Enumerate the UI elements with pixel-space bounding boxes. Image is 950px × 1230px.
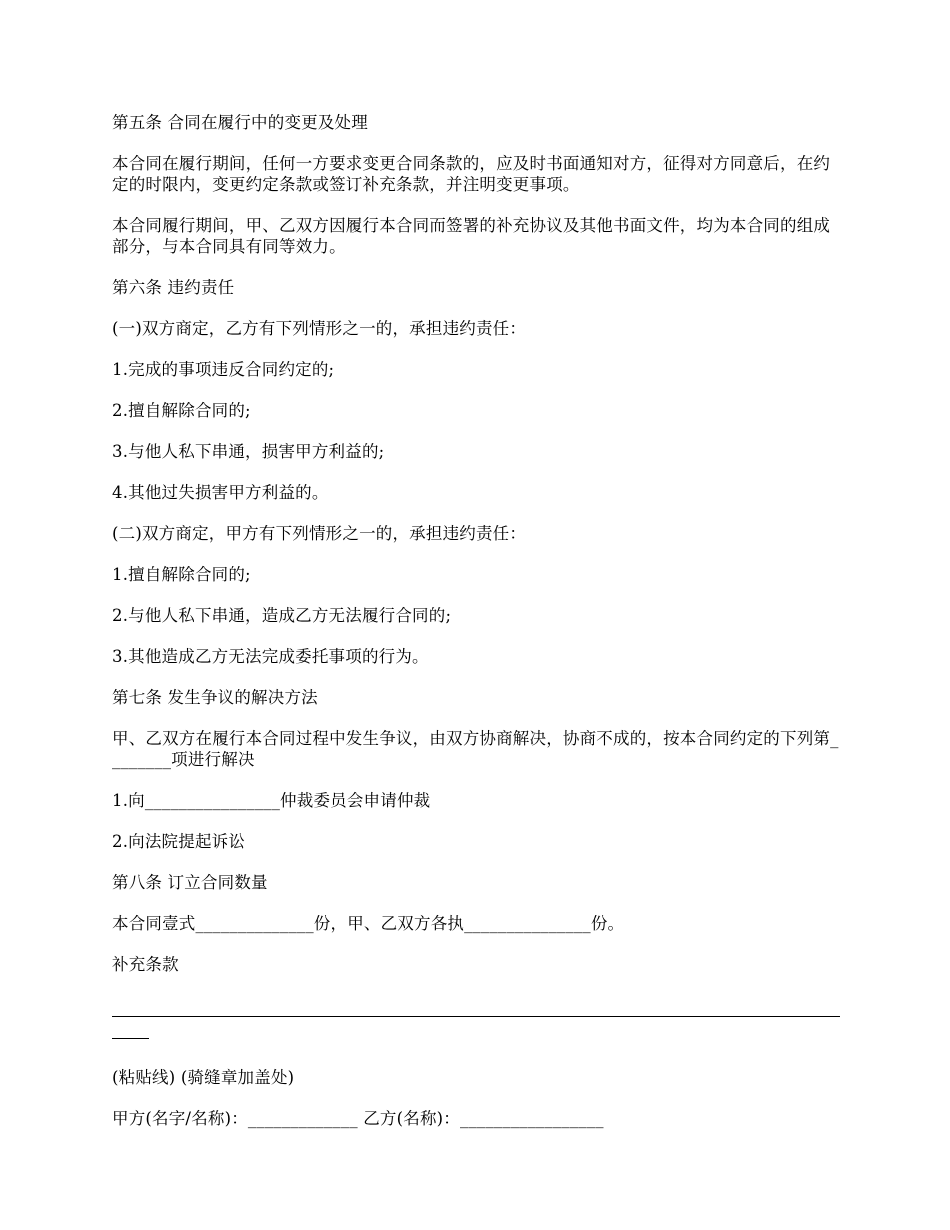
section-5-clause-2: 本合同履行期间，甲、乙双方因履行本合同而签署的补充协议及其他书面文件，均为本合同的组成部分，与本合同具有同等效力。 [112, 216, 831, 256]
section-6-heading: 第六条 违约责任 [112, 278, 235, 297]
party-a-liability-item-2: 2.与他人私下串通，造成乙方无法履行合同的; [112, 606, 452, 625]
section-5-heading: 第五条 合同在履行中的变更及处理 [112, 113, 368, 132]
party-b-liability-intro: (一)双方商定，乙方有下列情形之一的，承担违约责任： [112, 319, 527, 338]
party-a-liability-item-1: 1.擅自解除合同的; [112, 565, 251, 584]
party-b-liability-item-2: 2.擅自解除合同的; [112, 401, 251, 420]
blank-line-full [112, 995, 840, 1017]
party-a-liability-intro: (二)双方商定，甲方有下列情形之一的，承担违约责任： [112, 524, 527, 543]
signature-line: 甲方(名字/名称)：_____________ 乙方(名称)：_________________ [112, 1109, 604, 1128]
party-b-liability-item-1: 1.完成的事项违反合同约定的; [112, 360, 335, 379]
dispute-option-litigation: 2.向法院提起诉讼 [112, 832, 246, 851]
section-5-clause-1: 本合同在履行期间，任何一方要求变更合同条款的，应及时书面通知对方，征得对方同意后，在约定的时限内，变更约定条款或签订补充条款，并注明变更事项。 [112, 154, 831, 194]
party-b-liability-item-3: 3.与他人私下串通，损害甲方利益的; [112, 442, 385, 461]
supplementary-terms-label: 补充条款 [112, 955, 179, 974]
section-7-heading: 第七条 发生争议的解决方法 [112, 688, 318, 707]
contract-page [112, 112, 840, 1149]
party-a-liability-item-3: 3.其他造成乙方无法完成委托事项的行为。 [112, 647, 429, 666]
paste-line-seal-note: (粘贴线) (骑缝章加盖处) [112, 1068, 295, 1087]
supplementary-terms-blank [112, 995, 840, 1039]
dispute-option-arbitration: 1.向________________仲裁委员会申请仲裁 [112, 791, 431, 810]
blank-line-tail [112, 1017, 149, 1039]
dispute-resolution-clause: 甲、乙双方在履行本合同过程中发生争议，由双方协商解决，协商不成的，按本合同约定的下列第________项进行解决 [112, 729, 839, 769]
section-8-heading: 第八条 订立合同数量 [112, 873, 268, 892]
copies-clause: 本合同壹式______________份，甲、乙双方各执_______________份。 [112, 914, 625, 933]
party-b-liability-item-4: 4.其他过失损害甲方利益的。 [112, 483, 329, 502]
